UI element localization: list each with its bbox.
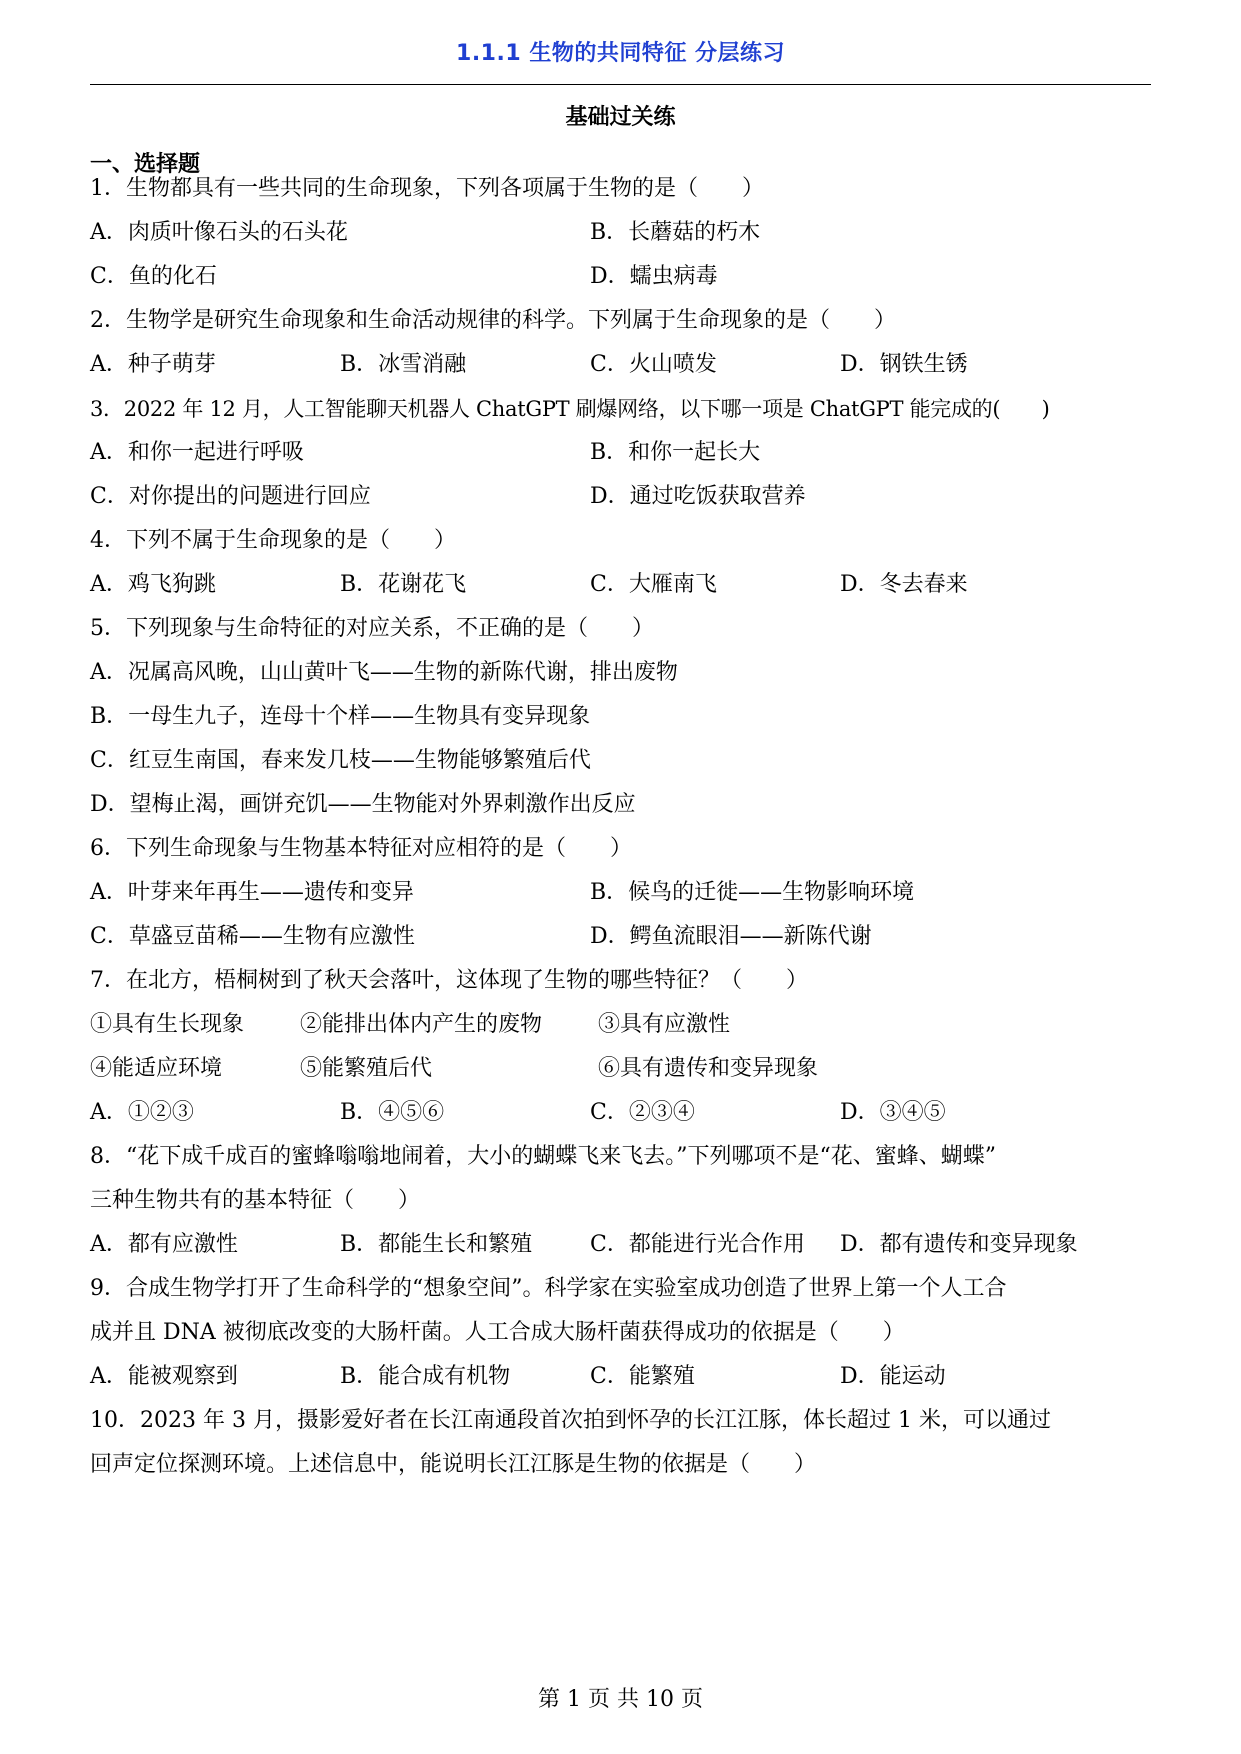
option-d: D．钢铁生锈: [840, 352, 968, 377]
option-a: A．种子萌芽: [90, 352, 216, 377]
option-a: A．都有应激性: [90, 1232, 238, 1257]
option-c: C．红豆生南国，春来发几枝——生物能够繁殖后代: [90, 748, 591, 773]
option-b: B．长蘑菇的朽木: [590, 220, 761, 245]
option-c: C．②③④: [590, 1100, 695, 1125]
question-stem-continued: 成并且 DNA 被彻底改变的大肠杆菌。人工合成大肠杆菌获得成功的依据是（ ）: [90, 1320, 905, 1345]
page-number: 第 1 页 共 10 页: [538, 1687, 703, 1712]
option-b: B．能合成有机物: [340, 1364, 511, 1389]
option-d: D．③④⑤: [840, 1100, 946, 1125]
option-c: C．火山喷发: [590, 352, 717, 377]
option-c: C．大雁南飞: [590, 572, 717, 597]
option-a: A．能被观察到: [90, 1364, 238, 1389]
option-d: D．通过吃饭获取营养: [590, 484, 806, 509]
option-d: D．都有遗传和变异现象: [840, 1232, 1078, 1257]
statement-item: ②能排出体内产生的废物: [300, 1012, 543, 1037]
question-stem: 4．下列不属于生命现象的是（ ）: [90, 528, 456, 553]
option-c: C．草盛豆苗稀——生物有应激性: [90, 924, 415, 949]
statement-item: ⑥具有遗传和变异现象: [598, 1056, 819, 1081]
option-c: C．都能进行光合作用: [590, 1232, 805, 1257]
option-d: D．冬去春来: [840, 572, 968, 597]
option-a: A．鸡飞狗跳: [90, 572, 216, 597]
header-divider: [90, 84, 1151, 85]
option-c: C．能繁殖: [590, 1364, 695, 1389]
statement-item: ④能适应环境: [90, 1056, 223, 1081]
question-stem: 7．在北方，梧桐树到了秋天会落叶，这体现了生物的哪些特征？（ ）: [90, 968, 808, 993]
option-a: A．况属高风晚，山山黄叶飞——生物的新陈代谢，排出废物: [90, 660, 678, 685]
statement-item: ⑤能繁殖后代: [300, 1056, 433, 1081]
option-b: B．候鸟的迁徙——生物影响环境: [590, 880, 915, 905]
option-d: D．能运动: [840, 1364, 946, 1389]
option-b: B．冰雪消融: [340, 352, 467, 377]
option-b: B．④⑤⑥: [340, 1100, 445, 1125]
option-a: A．肉质叶像石头的石头花: [90, 220, 348, 245]
question-stem: 2．生物学是研究生命现象和生命活动规律的科学。下列属于生命现象的是（ ）: [90, 308, 896, 333]
option-a: A．和你一起进行呼吸: [90, 440, 304, 465]
part-title: 一、选择题: [90, 152, 201, 177]
option-b: B．都能生长和繁殖: [340, 1232, 533, 1257]
question-stem-continued: 回声定位探测环境。上述信息中，能说明长江江豚是生物的依据是（ ）: [90, 1452, 817, 1477]
option-b: B．和你一起长大: [590, 440, 761, 465]
document-title: 1.1.1 生物的共同特征 分层练习: [456, 41, 785, 66]
question-stem: 6．下列生命现象与生物基本特征对应相符的是（ ）: [90, 836, 632, 861]
option-d: D．鳄鱼流眼泪——新陈代谢: [590, 924, 872, 949]
option-d: D．蠕虫病毒: [590, 264, 718, 289]
option-a: A．①②③: [90, 1100, 194, 1125]
option-d: D．望梅止渴，画饼充饥——生物能对外界刺激作出反应: [90, 792, 636, 817]
question-stem-continued: 三种生物共有的基本特征（ ）: [90, 1188, 421, 1213]
option-a: A．叶芽来年再生——遗传和变异: [90, 880, 414, 905]
statement-item: ③具有应激性: [598, 1012, 731, 1037]
question-stem: 9．合成生物学打开了生命科学的“想象空间”。科学家在实验室成功创造了世界上第一个人工合: [90, 1276, 1007, 1301]
question-stem: 8．“花下成千成百的蜜蜂嗡嗡地闹着，大小的蝴蝶飞来飞去。”下列哪项不是“花、蜜蜂、蝴蝶”: [90, 1144, 996, 1169]
question-stem: 3．2022 年 12 月，人工智能聊天机器人 ChatGPT 刷爆网络，以下哪一项是 ChatGPT 能完成的( ): [90, 397, 1050, 421]
option-c: C．鱼的化石: [90, 264, 217, 289]
statement-item: ①具有生长现象: [90, 1012, 245, 1037]
section-title: 基础过关练: [565, 105, 676, 130]
question-stem: 1．生物都具有一些共同的生命现象，下列各项属于生物的是（ ）: [90, 176, 764, 201]
question-stem: 5．下列现象与生命特征的对应关系，不正确的是（ ）: [90, 616, 654, 641]
option-b: B．花谢花飞: [340, 572, 467, 597]
option-b: B．一母生九子，连母十个样——生物具有变异现象: [90, 704, 591, 729]
question-stem: 10．2023 年 3 月，摄影爱好者在长江南通段首次拍到怀孕的长江江豚，体长超过 1 米，可以通过: [90, 1408, 1051, 1433]
option-c: C．对你提出的问题进行回应: [90, 484, 371, 509]
